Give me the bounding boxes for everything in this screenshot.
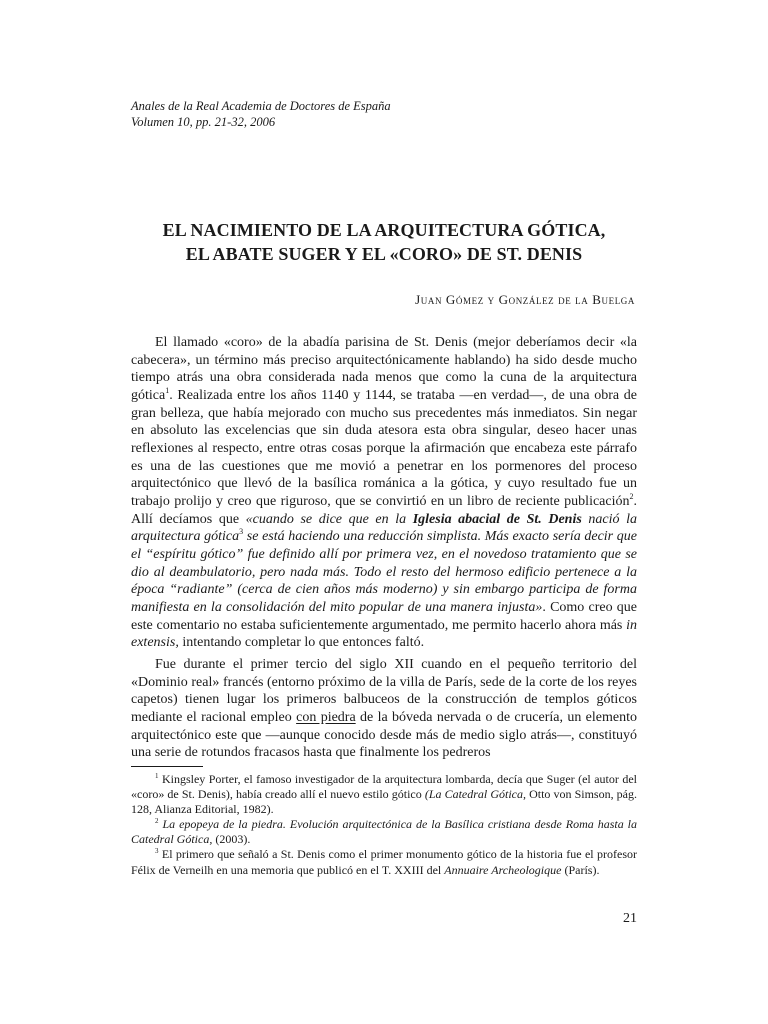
text-run: de la bóveda nervada o de crucería, un elemento arquitectónico este que —aunque conocido desde más de medio siglo atrás—, constituyó una serie de rotundos fracasos hasta que finalmente los pedreros xyxy=(131,709,637,761)
paragraph-text xyxy=(131,656,637,762)
footnote-ref-2[interactable]: 2 xyxy=(629,491,634,501)
text-run: . Realizada entre los años 1140 y 1144, se trataba —en verdad—, de una obra de gran belleza, que había mejorado con mucho sus precedentes más inmediatos. Sin negar en absoluto las excelencias que sin duda atesora esta obra singular, deseo hacer unas reflexiones al respecto, entre otras cosas porque la afirmación que encabeza este párrafo es una de las cuestiones que me movió a penetrar en los pormenores del proceso arquitectónico que llevó de la basílica románica a la gótica, y cuyo resultado fue un trabajo prolijo y creo que riguroso, que se convirtió en un libro de reciente publicación xyxy=(131,387,637,509)
text-run: Fue durante el primer tercio del siglo XII cuando en el pequeño territorio del «Dominio real» francés (entorno próximo de la villa de París, sede de la corte de los reyes capetos) tienen lugar los primeros balbuceos de la construcción de templos góticos mediante el racional empleo xyxy=(131,657,637,725)
text-run: intentando completar lo que entonces faltó. xyxy=(178,635,425,651)
text-run: El primero que señaló a St. Denis como el primer monumento gótico de la historia fue el profesor Félix de Verneilh en una memoria que publicó en el T. XXIII del xyxy=(131,847,637,877)
latin-phrase: in extensis, xyxy=(131,617,637,651)
quote-run: «cuando se dice que en la xyxy=(245,511,413,527)
footnotes xyxy=(131,772,637,878)
text-run: Kingsley Porter, el famoso investigador de la arquitectura lombarda, decía que Suger (el autor del «coro» de St. Denis), había creado allí el nuevo estilo gótico xyxy=(131,772,637,802)
text-run: . Como creo que este comentario no estaba suficientemente argumentado, me permito hacerlo ahora más xyxy=(131,599,637,633)
footnote-3 xyxy=(131,847,637,877)
book-title: La epopeya de la piedra. Evolución arquitectónica de la Basílica cristiana desde Roma hasta la Catedral Gótica, xyxy=(131,817,637,847)
quote-emphasis: Iglesia abacial de St. Denis xyxy=(412,511,582,527)
body-paragraph-1 xyxy=(131,334,637,652)
underlined-phrase: con piedra xyxy=(296,709,356,725)
footnote-number: 3 xyxy=(155,847,159,856)
volume-info: Volumen 10, pp. 21-32, 2006 xyxy=(131,115,276,129)
running-header xyxy=(131,98,651,130)
body-paragraph-2 xyxy=(131,656,637,762)
text-run: (París). xyxy=(561,862,600,877)
footnote-number: 2 xyxy=(155,817,159,826)
title-line-1: EL NACIMIENTO DE LA ARQUITECTURA GÓTICA, xyxy=(162,220,606,240)
author-name: Juan Gómez y González de la Buelga xyxy=(415,292,635,307)
journal-name: Anales de la Real Academia de Doctores de España xyxy=(131,99,391,113)
publication-title: Annuaire Archeologique xyxy=(444,862,562,877)
text-run: (2003). xyxy=(212,832,251,847)
footnote-ref-1[interactable]: 1 xyxy=(165,385,170,395)
book-title: (La Catedral Gótica, xyxy=(424,787,526,802)
quote-run: se está haciendo una reducción simplista. Más exacto sería decir que el “espíritu gótico” fue definido allí por primera vez, en el novedoso tratamiento que se dio al deambulatorio, pero nada más. Todo el resto del hermoso edificio pertenece a la época “radiante” (cerca de cien años más moderno) y sin embargo participa de forma manifiesta en la consolidación del mito popular de una manera injusta» xyxy=(131,529,637,615)
quote-run: nació la arquitectura gótica xyxy=(131,511,637,545)
title-line-2: EL ABATE SUGER Y EL «CORO» DE ST. DENIS xyxy=(185,244,583,264)
text-run: Otto von Simson, pág. 128, Alianza Editorial, 1982). xyxy=(131,787,638,817)
text-run: El llamado «coro» de la abadía parisina de St. Denis (mejor deberíamos decir «la cabecera», un término más preciso arquitectónicamente hablando) ha sido desde mucho tiempo atrás una obra considerada nada menos que como la cuna de la arquitectura gótica xyxy=(131,335,637,403)
paragraph-text xyxy=(131,334,637,652)
article-title xyxy=(100,218,668,266)
text-run: . Allí decíamos que xyxy=(131,493,637,527)
footnote-divider xyxy=(131,766,203,767)
footnote-number: 1 xyxy=(155,772,159,780)
footnote-2 xyxy=(131,817,637,847)
footnote-1 xyxy=(131,772,637,817)
page-number: 21 xyxy=(623,911,637,926)
footnote-ref-3[interactable]: 3 xyxy=(239,527,244,537)
